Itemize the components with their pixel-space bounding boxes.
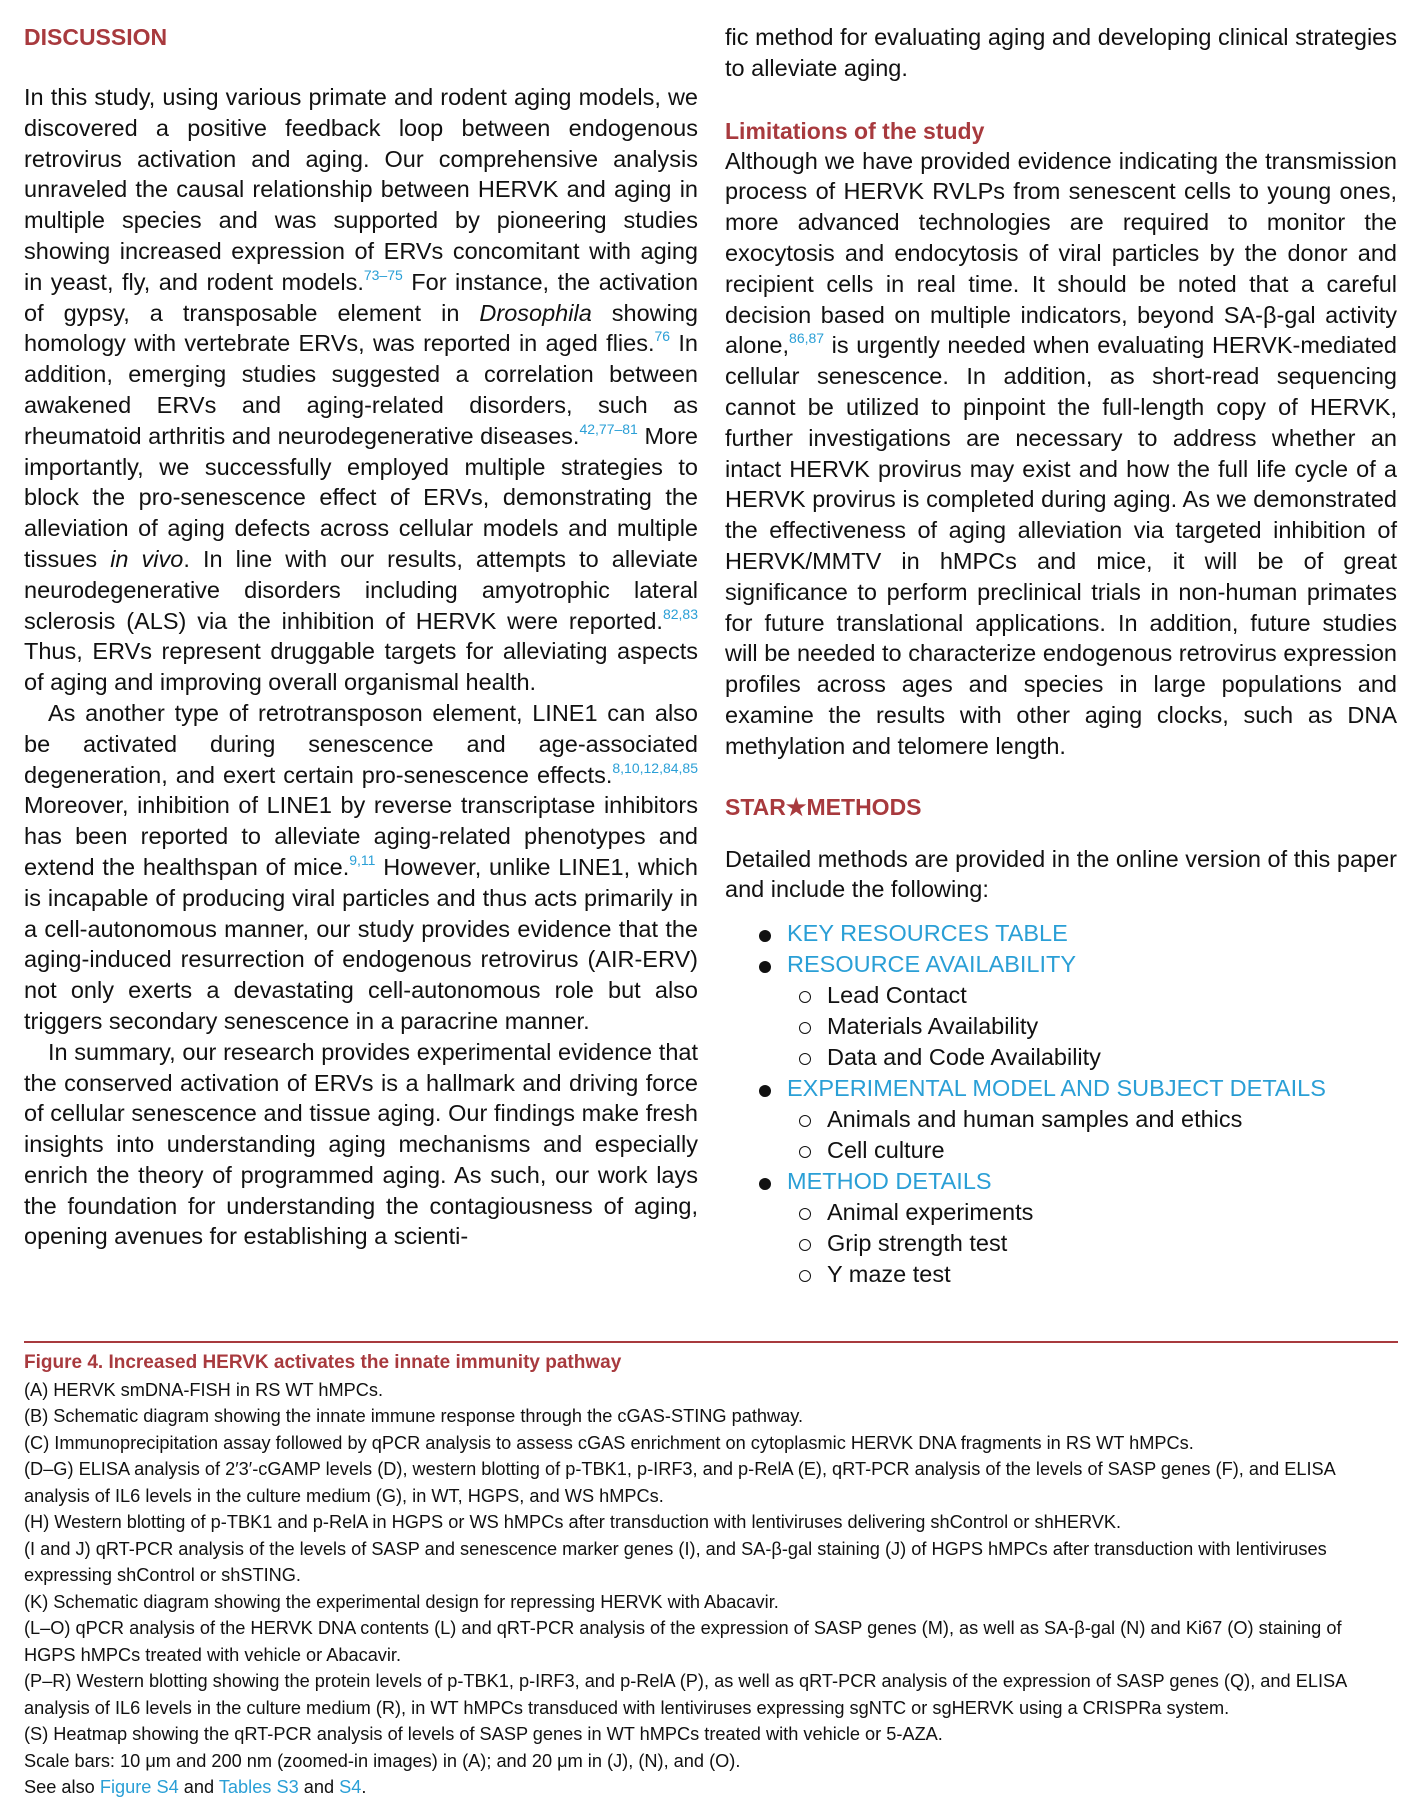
toc-subitem: Y maze test [725, 1259, 1397, 1290]
citation-link[interactable]: 86,87 [789, 330, 825, 347]
discussion-paragraph-2: As another type of retrotransposon element, LINE1 can also be activated during senescence and age-associated degeneration, and exert certain pro-senescence effects.$^{8,10,12,84,85}$ Moreover, inhibition of LINE1 by reverse transcriptase inhibitors has been reported to alleviate aging-related phenotypes and extend the healthspan of mice.$^{9,11}$ However, unlike LINE1, which is incapable of producing viral particles and thus acts primarily in a cell-autonomous manner, our study provides evidence that the aging-induced resurrection of endogenous retrovirus (AIR-ERV) not only exerts a devastating cell-autonomous role but also triggers secondary senescence in a paracrine manner. [24, 699, 699, 1034]
tables-s3-link[interactable]: Tables S3 [218, 1777, 299, 1797]
citation-link[interactable]: 8,10,12,84,85 [612, 759, 698, 776]
figure-caption-title: Figure 4. Increased HERVK activates the innate immunity pathway [24, 1352, 622, 1373]
toc-subitem: Animals and human samples and ethics [725, 1104, 1397, 1135]
caption-line: (K) Schematic diagram showing the experimental design for repressing HERVK with Abacavir. [24, 1591, 779, 1612]
citation-link[interactable]: 42,77–81 [579, 420, 638, 437]
discussion-paragraph-3: In summary, our research provides experimental evidence that the conserved activation of ERVs is a hallmark and driving force of cellular senescence and tissue aging. Our findings make fresh insights into understanding aging mechanisms and especially enrich the theory of programmed aging. As such, our work lays the foundation for understanding the contagiousness of aging, opening avenues for establishing a scienti- [24, 1038, 698, 1250]
citation-link[interactable]: 73–75 [363, 266, 403, 283]
toc-item[interactable]: RESOURCE AVAILABILITY [725, 949, 1397, 980]
citation-link[interactable]: 82,83 [662, 605, 698, 622]
see-also-line: See also Figure S4 and Tables S3 and S4. [24, 1777, 367, 1797]
bullet-icon [759, 961, 771, 973]
toc-subitem: Grip strength test [725, 1228, 1397, 1259]
limitations-heading: Limitations of the study [725, 117, 985, 144]
circle-bullet-icon [799, 1270, 811, 1282]
bullet-icon [759, 1178, 771, 1190]
toc-subitem: Materials Availability [725, 1011, 1397, 1042]
caption-line: (D–G) ELISA analysis of 2′3′-cGAMP levels (D), western blotting of p-TBK1, p-IRF3, and p-RelA (E), qRT-PCR analysis of the levels of SASP genes (F), and ELISA analysis of IL6 levels in the culture medium (G), in WT, HGPS, and WS hMPCs. [24, 1459, 1335, 1506]
right-column [725, 22, 1397, 1290]
bullet-icon [759, 1085, 771, 1097]
discussion-heading: DISCUSSION [24, 24, 168, 50]
toc-subitem: Lead Contact [725, 980, 1397, 1011]
star-methods-heading: STAR★METHODS [725, 793, 922, 820]
caption-line: Scale bars: 10 μm and 200 nm (zoomed-in images) in (A); and 20 μm in (J), (N), and (O). [24, 1750, 741, 1771]
toc-item[interactable]: KEY RESOURCES TABLE [725, 918, 1397, 949]
circle-bullet-icon [799, 1239, 811, 1251]
toc-subitem: Cell culture [725, 1135, 1397, 1166]
circle-bullet-icon [799, 1115, 811, 1127]
circle-bullet-icon [799, 1146, 811, 1158]
circle-bullet-icon [799, 1208, 811, 1220]
caption-line: (L–O) qPCR analysis of the HERVK DNA contents (L) and qRT-PCR analysis of the expression of SASP genes (M), as well as SA-β-gal (N) and Ki67 (O) staining of HGPS hMPCs treated with vehicle or Abacavir. [24, 1618, 1342, 1665]
circle-bullet-icon [799, 991, 811, 1003]
figure-caption [24, 1341, 1398, 1801]
caption-line: (H) Western blotting of p-TBK1 and p-RelA in HGPS or WS hMPCs after transduction with lentiviruses delivering shControl or shHERVK. [24, 1512, 1122, 1532]
star-methods-intro: Detailed methods are provided in the online version of this paper and include the following: [725, 845, 1397, 903]
bullet-icon [759, 930, 771, 942]
discussion-continuation: fic method for evaluating aging and developing clinical strategies to alleviate aging. [725, 24, 1397, 81]
left-column [24, 22, 698, 1252]
caption-line: (A) HERVK smDNA-FISH in RS WT hMPCs. [24, 1379, 384, 1400]
circle-bullet-icon [799, 1022, 811, 1034]
caption-line: (P–R) Western blotting showing the protein levels of p-TBK1, p-IRF3, and p-RelA (P), as well as qRT-PCR analysis of the expression of SASP genes (Q), and ELISA analysis of IL6 levels in the culture medium (R), in WT hMPCs transduced with lentiviruses expressing sgNTC or sgHERVK using a CRISPRa system. [24, 1671, 1347, 1718]
table-s4-link[interactable]: S4 [339, 1777, 362, 1797]
toc-item[interactable]: METHOD DETAILS [725, 1166, 1397, 1197]
toc-subitem: Data and Code Availability [725, 1042, 1397, 1073]
discussion-paragraph-1: In this study, using various primate and rodent aging models, we discovered a positive feedback loop between endogenous retrovirus activation and aging. Our comprehensive analysis unraveled the causal relationship between HERVK and aging in multiple species and was supported by pioneering studies showing increased expression of ERVs concomitant with aging in yeast, fly, and rodent models.$^{73-75}$ For instance, the activation of gypsy, a transposable element in Drosophila showing homology with vertebrate ERVs, was reported in aged flies.$^{76}$ In addition, emerging studies suggested a correlation between awakened ERVs and aging-related disorders, such as rheumatoid arthritis and neurodegenerative diseases.$^{42,77-81}$ More importantly, we successfully employed multiple strategies to block the pro-senescence effect of ERVs, demonstrating the alleviation of aging defects across cellular models and multiple tissues in vivo. In line with our results, attempts to alleviate neurodegenerative disorders including amyotrophic lateral sclerosis (ALS) via the inhibition of HERVK were reported.$^{82,83}$ Thus, ERVs represent druggable targets for alleviating aspects of aging and improving overall organismal health. [24, 84, 699, 696]
methods-toc [725, 918, 1397, 1290]
citation-link[interactable]: 76 [654, 328, 671, 345]
caption-line: (C) Immunoprecipitation assay followed by qPCR analysis to assess cGAS enrichment on cytoplasmic HERVK DNA fragments in RS WT hMPCs. [24, 1432, 1194, 1453]
citation-link[interactable]: 9,11 [349, 851, 376, 868]
caption-line: (I and J) qRT-PCR analysis of the levels of SASP and senescence marker genes (I), and SA-β-gal staining (J) of HGPS hMPCs after transduction with lentiviruses expressing shControl or shSTING. [24, 1538, 1327, 1585]
figure-s4-link[interactable]: Figure S4 [99, 1777, 179, 1797]
toc-subitem: Animal experiments [725, 1197, 1397, 1228]
limitations-paragraph: Although we have provided evidence indicating the transmission process of HERVK RVLPs from senescent cells to young ones, more advanced technologies are required to monitor the exocytosis and endocytosis of viral particles by the donor and recipient cells in real time. It should be noted that a careful decision based on multiple indicators, beyond SA-β-gal activity alone,$^{86,87}$ is urgently needed when evaluating HERVK-mediated cellular senescence. In addition, as short-read sequencing cannot be utilized to pinpoint the full-length copy of HERVK, further investigations are necessary to address whether an intact HERVK provirus may exist and how the full life cycle of a HERVK provirus is completed during aging. As we demonstrated the effectiveness of aging alleviation via targeted inhibition of HERVK/MMTV in hMPCs and mice, it will be of great significance to perform preclinical trials in non-human primates for future translational applications. In addition, future studies will be needed to characterize endogenous retrovirus expression profiles across ages and species in large populations and examine the results with other aging clocks, such as DNA methylation and telomere length. [725, 147, 1397, 759]
toc-item[interactable]: EXPERIMENTAL MODEL AND SUBJECT DETAILS [725, 1073, 1397, 1104]
caption-line: (B) Schematic diagram showing the innate immune response through the cGAS-STING pathway. [24, 1406, 804, 1426]
circle-bullet-icon [799, 1053, 811, 1065]
caption-line: (S) Heatmap showing the qRT-PCR analysis of levels of SASP genes in WT hMPCs treated with vehicle or 5-AZA. [24, 1724, 943, 1744]
